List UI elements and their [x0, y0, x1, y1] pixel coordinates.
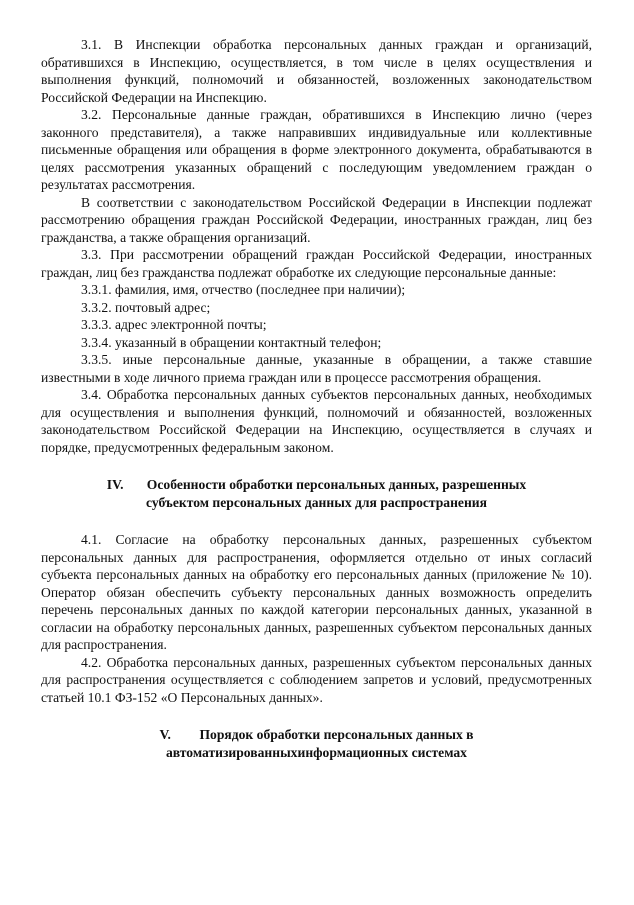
- paragraph-law: В соответствии с законодательством Российской Федерации в Инспекции подлежат рассмотрению обращения граждан Российской Федерации, иностранных граждан, лиц без гражданства, а также обращения организаций.: [41, 194, 592, 245]
- paragraph-4-1: 4.1. Согласие на обработку персональных данных, разрешенных субъектом персональных данных для распространения, оформляется отдельно от иных согласий субъекта персональных данных на обработку его персональных данных (приложение № 10). Оператор обязан обеспечить субъекту персональных данных возможность определить перечень персональных данных по каждой категории персональных данных, указанной в согласии на обработку персональных данных, разрешенных субъектом персональных данных для распространения.: [41, 532, 592, 652]
- paragraph-3-4: 3.4. Обработка персональных данных субъектов персональных данных, необходимых для осуществления и выполнения функций, полномочий и обязанностей, возложенных законодательством Российской Федерации на Инспекцию, осуществляется в случаях и порядке, предусмотренных федеральным законом.: [41, 387, 592, 455]
- section-4-title-line2: субъектом персональных данных для распространения: [146, 494, 487, 510]
- paragraph-4-2: 4.2. Обработка персональных данных, разрешенных субъектом персональных данных для распространения осуществляется с соблюдением запретов и условий, предусмотренных статьей 10.1 ФЗ-152 «О Персональных данных».: [41, 654, 592, 705]
- section-5-title-line2: автоматизированныхинформационных системах: [166, 744, 467, 760]
- paragraph-3-2: 3.2. Персональные данные граждан, обратившихся в Инспекцию лично (через законного представителя), а также направивших индивидуальные или коллективные письменные обращения или обращения в форме электронного документа, обрабатываются в целях рассмотрения указанных обращений с последующим уведомлением граждан о результатах рассмотрения.: [41, 107, 592, 192]
- section-4-title-line1: Особенности обработки персональных данных, разрешенных: [146, 477, 527, 492]
- list-item-3-3-1: 3.3.1. фамилия, имя, отчество (последнее при наличии);: [81, 282, 406, 297]
- section-4-number: IV.: [106, 477, 124, 492]
- list-item-3-3-4: 3.3.4. указанный в обращении контактный телефон;: [81, 334, 382, 350]
- paragraph-3-1: 3.1. В Инспекции обработка персональных данных граждан и организаций, обратившихся в Инспекцию, осуществляется, в том числе в целях осуществления и выполнения функций, полномочий и обязанностей, возложенных законодательством Российской Федерации на Инспекцию.: [41, 37, 592, 105]
- section-5-number: V.: [159, 727, 171, 742]
- list-item-3-3-3: 3.3.3. адрес электронной почты;: [81, 317, 267, 332]
- section-5-title-line1: Порядок обработки персональных данных в: [199, 727, 474, 742]
- section-5-heading: [41, 726, 592, 761]
- paragraph-3-3-5: 3.3.5. иные персональные данные, указанные в обращении, а также ставшие известными в ходе личного приема граждан или в процессе рассмотрения обращения.: [41, 352, 592, 385]
- list-item-3-3-2: 3.3.2. почтовый адрес;: [81, 299, 211, 315]
- paragraph-3-3: 3.3. При рассмотрении обращений граждан Российской Федерации, иностранных граждан, лиц без гражданства подлежат обработке их следующие персональные данные:: [41, 247, 592, 280]
- section-4-heading: [41, 476, 592, 511]
